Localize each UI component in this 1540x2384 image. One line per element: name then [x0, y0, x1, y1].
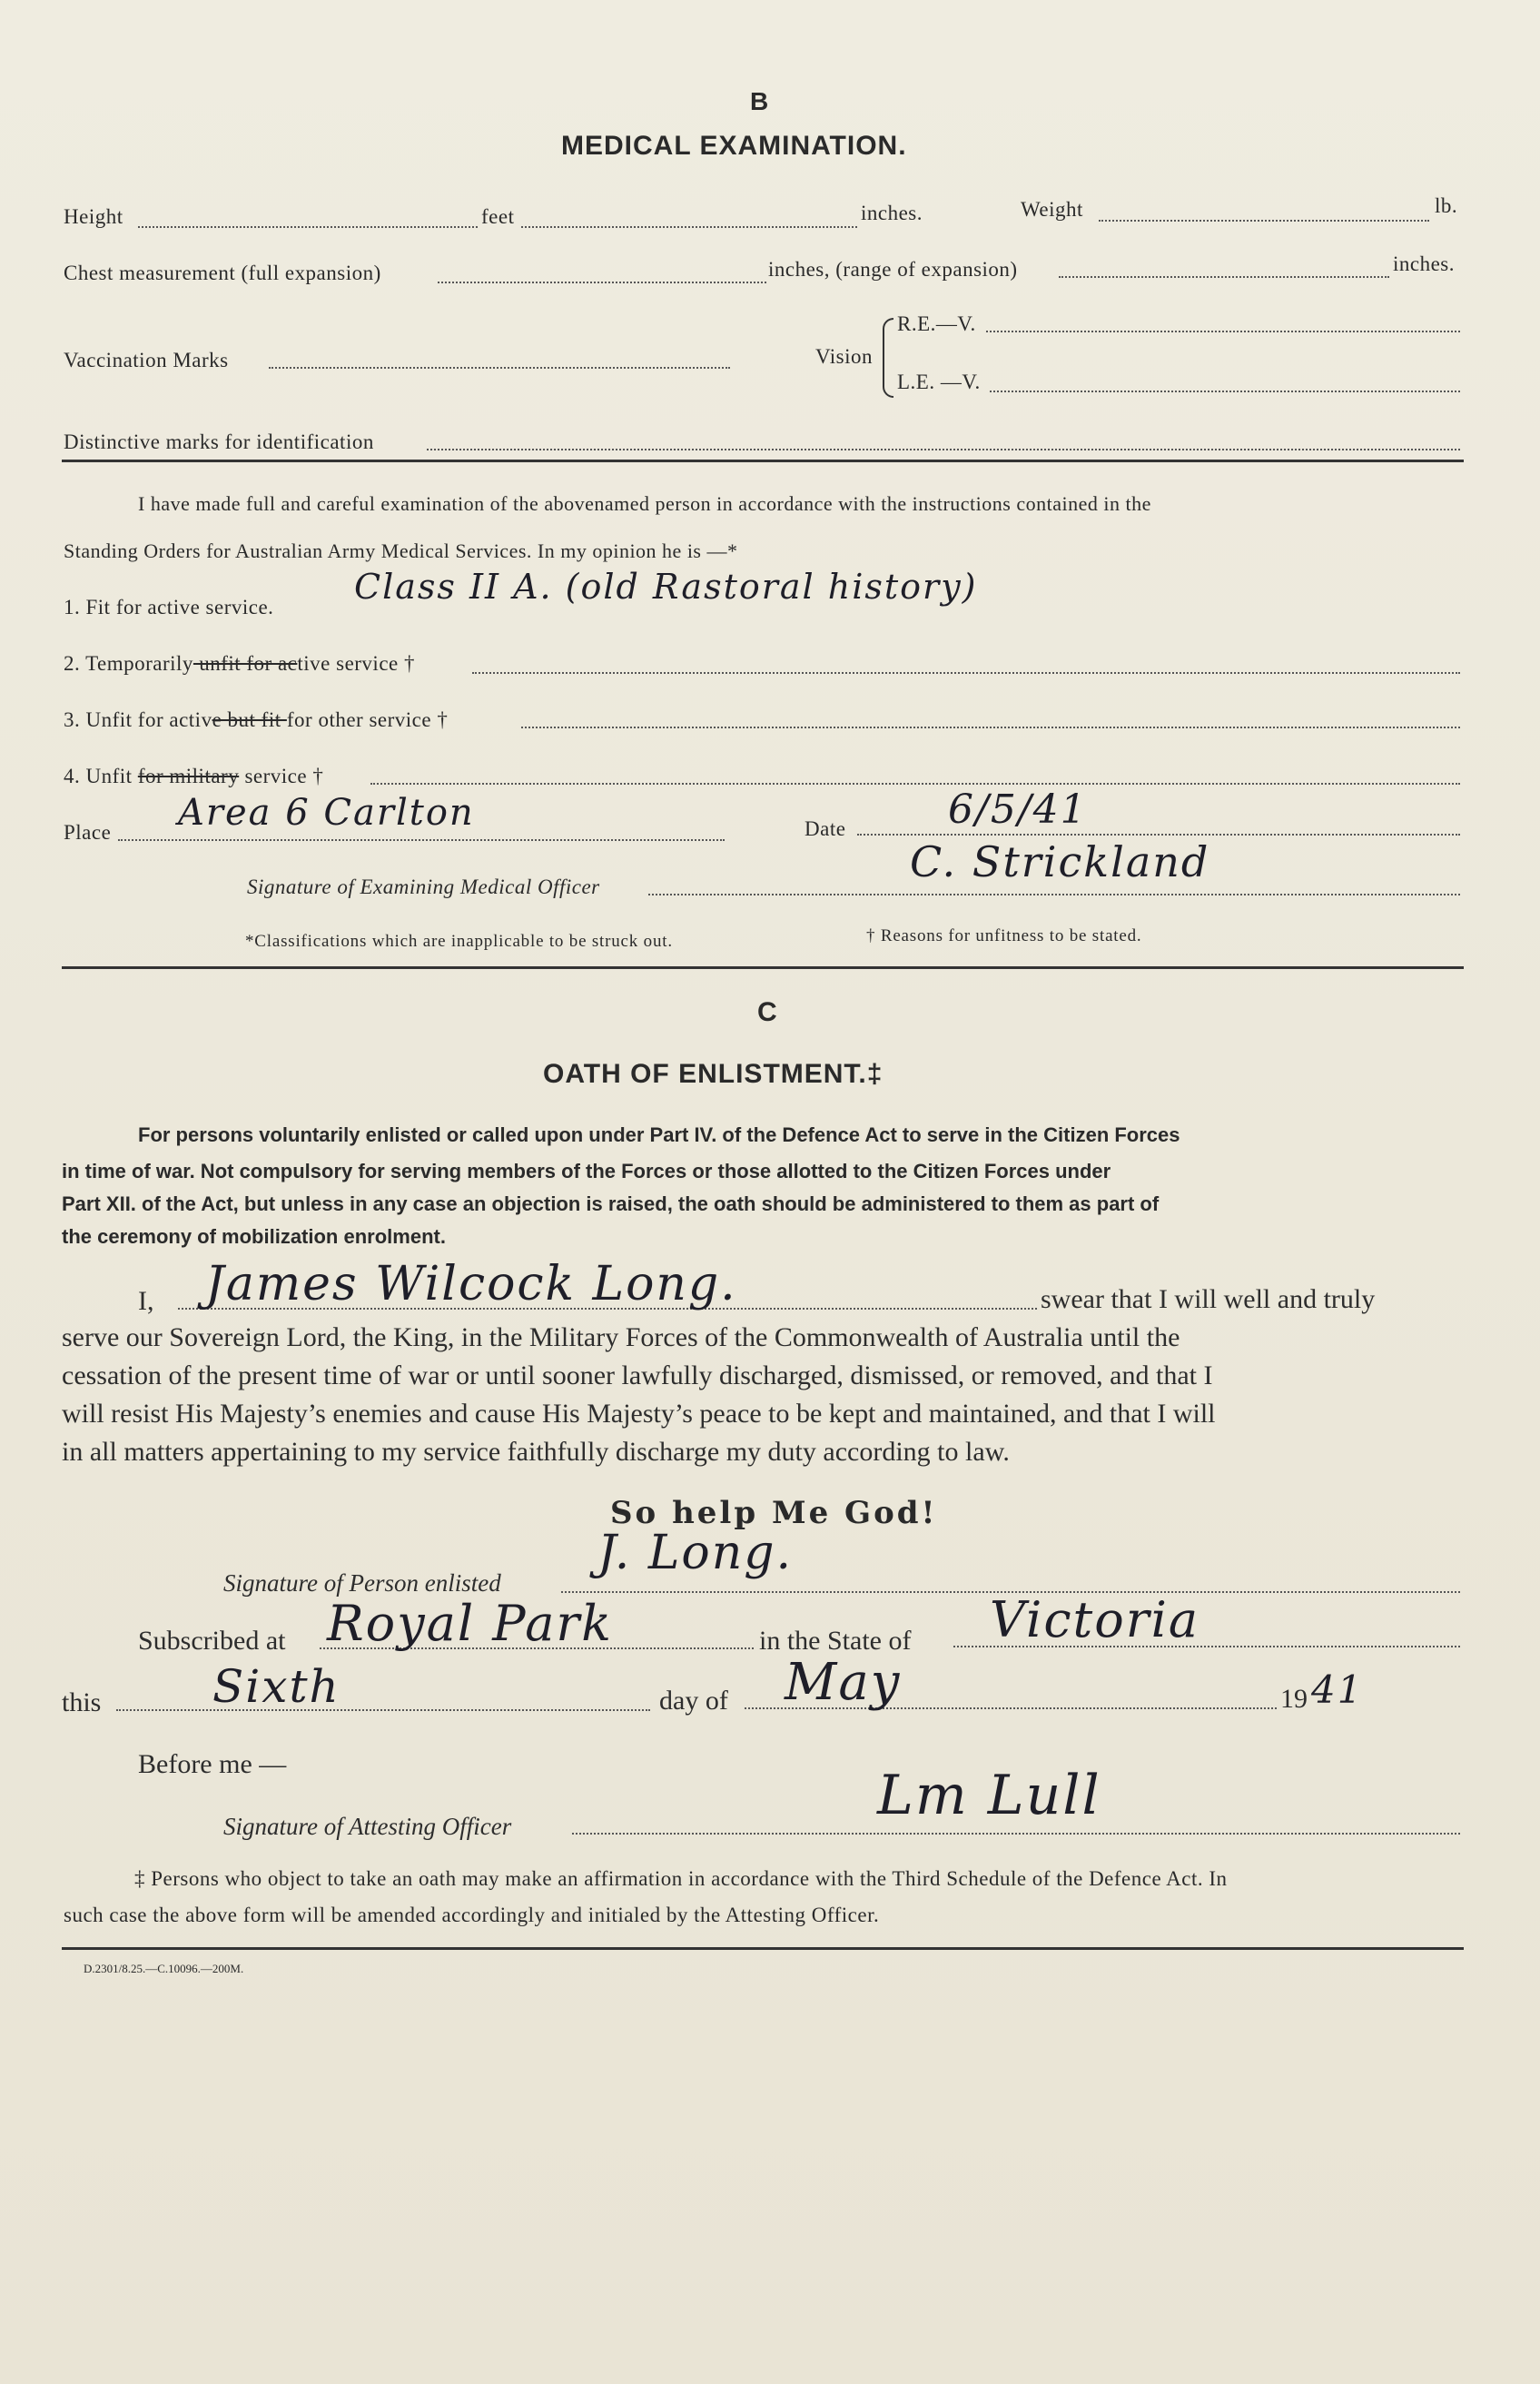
month-handwriting: May [785, 1653, 902, 1712]
lb-label: lb. [1435, 194, 1458, 217]
vision-label: Vision [815, 345, 873, 368]
chest-range-field[interactable] [1059, 276, 1389, 278]
attesting-officer-signature: Lm Lull [877, 1764, 1101, 1827]
oath-line-2: serve our Sovereign Lord, the King, in the Military Forces of the Commonwealth of Australia until the [62, 1322, 1180, 1352]
year-prefix: 19 [1280, 1684, 1308, 1714]
left-eye-field[interactable] [990, 391, 1460, 392]
item-unfit-active: 3. Unfit for active but fit for other service † [64, 708, 449, 731]
oath-line-1-end: swear that I will well and truly [1041, 1284, 1376, 1314]
examining-officer-sig-field[interactable] [648, 894, 1460, 895]
footnote-classifications: *Classifications which are inapplicable to be struck out. [245, 932, 673, 951]
so-help-me-god: So help Me God! [610, 1495, 938, 1531]
vision-brace [883, 318, 893, 398]
item-3-field[interactable] [521, 727, 1460, 728]
chest-inches-end: inches. [1393, 252, 1456, 275]
print-code: D.2301/8.25.—C.10096.—200M. [84, 1962, 244, 1975]
examining-officer-sig-label: Signature of Examining Medical Officer [247, 875, 600, 898]
day-handwriting: Sixth [212, 1660, 341, 1713]
instructions-line-2: in time of war. Not compulsory for serving members of the Forces or those allotted to the Citizen Forces under [62, 1160, 1111, 1182]
date-handwriting: 6/5/41 [948, 786, 1088, 833]
classification-handwriting: Class II A. (old Rastoral history) [354, 567, 978, 607]
item-temporarily-unfit: 2. Temporarily unfit for active service † [64, 652, 415, 675]
section-b-letter: B [750, 87, 769, 115]
oath-line-5: in all matters appertaining to my service faithfully discharge my duty according to law. [62, 1437, 1010, 1467]
statement-line-2: Standing Orders for Australian Army Medical Services. In my opinion he is —* [64, 539, 738, 562]
chest-inches-label: inches, (range of expansion) [768, 258, 1018, 281]
vaccination-label: Vaccination Marks [64, 349, 229, 371]
affirmation-footnote-line-2: such case the above form will be amended accordingly and initialed by the Attesting Officer. [64, 1904, 880, 1926]
place-label: Place [64, 821, 112, 844]
subscribed-at-label: Subscribed at [138, 1626, 286, 1656]
item-fit-active: 1. Fit for active service. [64, 596, 274, 618]
item-2-field[interactable] [472, 672, 1460, 674]
height-feet-field[interactable] [138, 226, 478, 228]
item-unfit: 4. Unfit for military service † [64, 765, 324, 787]
year-handwriting: 41 [1311, 1667, 1364, 1712]
weight-label: Weight [1021, 198, 1083, 221]
day-of-label: day of [659, 1686, 728, 1716]
subscribed-place-handwriting: Royal Park [327, 1595, 613, 1652]
left-eye-label: L.E. —V. [897, 371, 981, 393]
person-sig-label: Signature of Person enlisted [223, 1569, 501, 1597]
date-label: Date [805, 817, 846, 840]
oath-pronoun: I, [138, 1286, 154, 1316]
person-signature: J. Long. [597, 1526, 794, 1580]
feet-label: feet [481, 205, 515, 228]
section-b-title: MEDICAL EXAMINATION. [561, 131, 907, 161]
vaccination-field[interactable] [269, 367, 730, 369]
instructions-line-3: Part XII. of the Act, but unless in any case an objection is raised, the oath should be administered to them as part of [62, 1192, 1160, 1215]
section-c-title: OATH OF ENLISTMENT.‡ [543, 1059, 884, 1089]
section-divider [62, 966, 1464, 969]
before-me-label: Before me — [138, 1749, 287, 1779]
this-label: this [62, 1687, 102, 1717]
item-4-field[interactable] [370, 783, 1460, 785]
oath-line-4: will resist His Majesty’s enemies and cause His Majesty’s peace to be kept and maintained, and that I will [62, 1399, 1216, 1429]
place-handwriting: Area 6 Carlton [178, 792, 475, 834]
date-field[interactable] [857, 834, 1460, 836]
place-field[interactable] [118, 839, 725, 841]
inches-label: inches. [861, 202, 923, 224]
day-field[interactable] [116, 1709, 650, 1711]
oath-line-3: cessation of the present time of war or until sooner lawfully discharged, dismissed, or removed, and that I [62, 1360, 1213, 1390]
bottom-rule [62, 1947, 1464, 1950]
attesting-officer-sig-label: Signature of Attesting Officer [223, 1813, 512, 1840]
enlistee-name-handwriting: James Wilcock Long. [205, 1257, 737, 1311]
chest-full-field[interactable] [438, 282, 766, 283]
distinctive-marks-label: Distinctive marks for identification [64, 430, 374, 453]
weight-field[interactable] [1099, 220, 1429, 222]
section-b-divider [62, 460, 1464, 462]
right-eye-field[interactable] [986, 331, 1460, 332]
state-label: in the State of [759, 1626, 912, 1656]
chest-label: Chest measurement (full expansion) [64, 262, 381, 284]
state-handwriting: Victoria [990, 1591, 1200, 1648]
section-c-letter: C [757, 997, 777, 1027]
right-eye-label: R.E.—V. [897, 312, 976, 335]
height-inches-field[interactable] [521, 226, 857, 228]
distinctive-marks-field[interactable] [427, 449, 1460, 450]
footnote-reasons: † Reasons for unfitness to be stated. [866, 926, 1142, 945]
statement-line-1: I have made full and careful examination of the abovenamed person in accordance with the instructions contained in the [138, 492, 1151, 515]
instructions-line-4: the ceremony of mobilization enrolment. [62, 1225, 446, 1248]
affirmation-footnote-line-1: ‡ Persons who object to take an oath may make an affirmation in accordance with the Third Schedule of the Defence Act. In [134, 1867, 1228, 1890]
height-label: Height [64, 205, 123, 228]
attesting-officer-sig-field[interactable] [572, 1833, 1460, 1835]
examining-officer-signature: C. Strickland [910, 837, 1210, 886]
instructions-line-1: For persons voluntarily enlisted or called upon under Part IV. of the Defence Act to serve in the Citizen Forces [138, 1123, 1180, 1146]
